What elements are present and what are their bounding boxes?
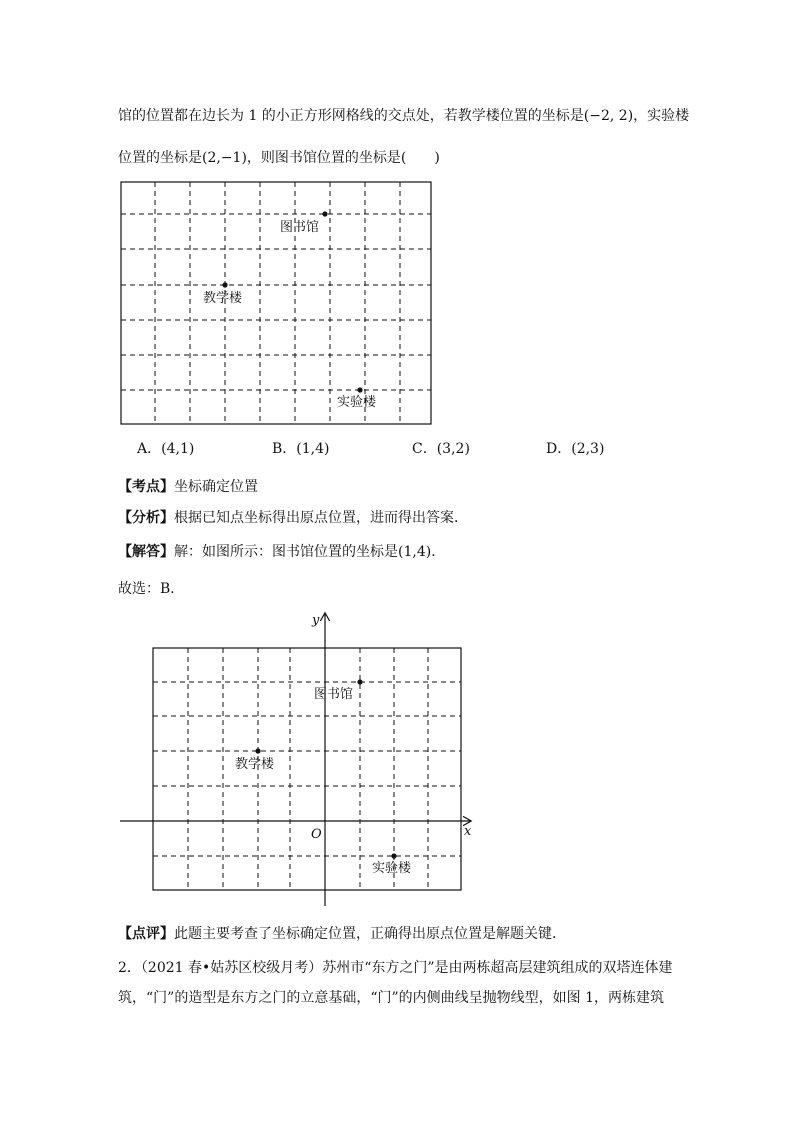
next-question-line-1: 2．（2021 春•姑苏区校级月考）苏州市“东方之门”是由两栋超高层建筑组成的双塔连体建 xyxy=(118,960,673,976)
lab-building-point xyxy=(357,387,362,392)
comment-line: 【点评】此题主要考查了坐标确定位置，正确得出原点位置是解题关键． xyxy=(118,926,566,942)
question-line-2: 位置的坐标是(2,−1)，则图书馆位置的坐标是( ) xyxy=(118,150,440,166)
library-label: 图书馆 xyxy=(280,220,320,235)
library-label-2: 图书馆 xyxy=(314,687,354,702)
y-axis-label: y xyxy=(312,613,320,628)
origin-label: O xyxy=(311,827,322,842)
answer-line: 故选：B． xyxy=(118,581,185,597)
lab-building-point-2 xyxy=(391,853,396,858)
teaching-building-point-2 xyxy=(255,748,260,753)
figure-2-coordinate-grid xyxy=(118,606,480,912)
library-point-2 xyxy=(357,679,362,684)
teaching-building-label-2: 教学楼 xyxy=(235,757,275,772)
option-a: A．(4,1) xyxy=(137,441,195,457)
fenxi-line: 【分析】根据已知点坐标得出原点位置，进而得出答案． xyxy=(118,510,468,526)
next-question-line-2: 筑，“门”的造型是东方之门的立意基础，“门”的内侧曲线呈抛物线型，如图 1，两栋建筑 xyxy=(118,990,664,1006)
lab-building-label: 实验楼 xyxy=(337,395,377,410)
lab-building-label-2: 实验楼 xyxy=(372,861,412,876)
figure-1-grid xyxy=(120,181,432,425)
x-axis-label: x xyxy=(464,824,472,839)
option-c: C．(3,2) xyxy=(412,441,470,457)
teaching-building-label: 教学楼 xyxy=(203,291,243,306)
question-line-1: 馆的位置都在边长为 1 的小正方形网格线的交点处，若教学楼位置的坐标是(−2, 2)，实验楼 xyxy=(118,108,690,124)
option-b: B．(1,4) xyxy=(272,441,330,457)
kaodian-line: 【考点】坐标确定位置 xyxy=(118,479,258,495)
library-point xyxy=(322,211,327,216)
teaching-building-point xyxy=(222,282,227,287)
option-d: D．(2,3) xyxy=(546,441,605,457)
jieda-line: 【解答】解：如图所示：图书馆位置的坐标是(1,4)． xyxy=(118,544,446,560)
